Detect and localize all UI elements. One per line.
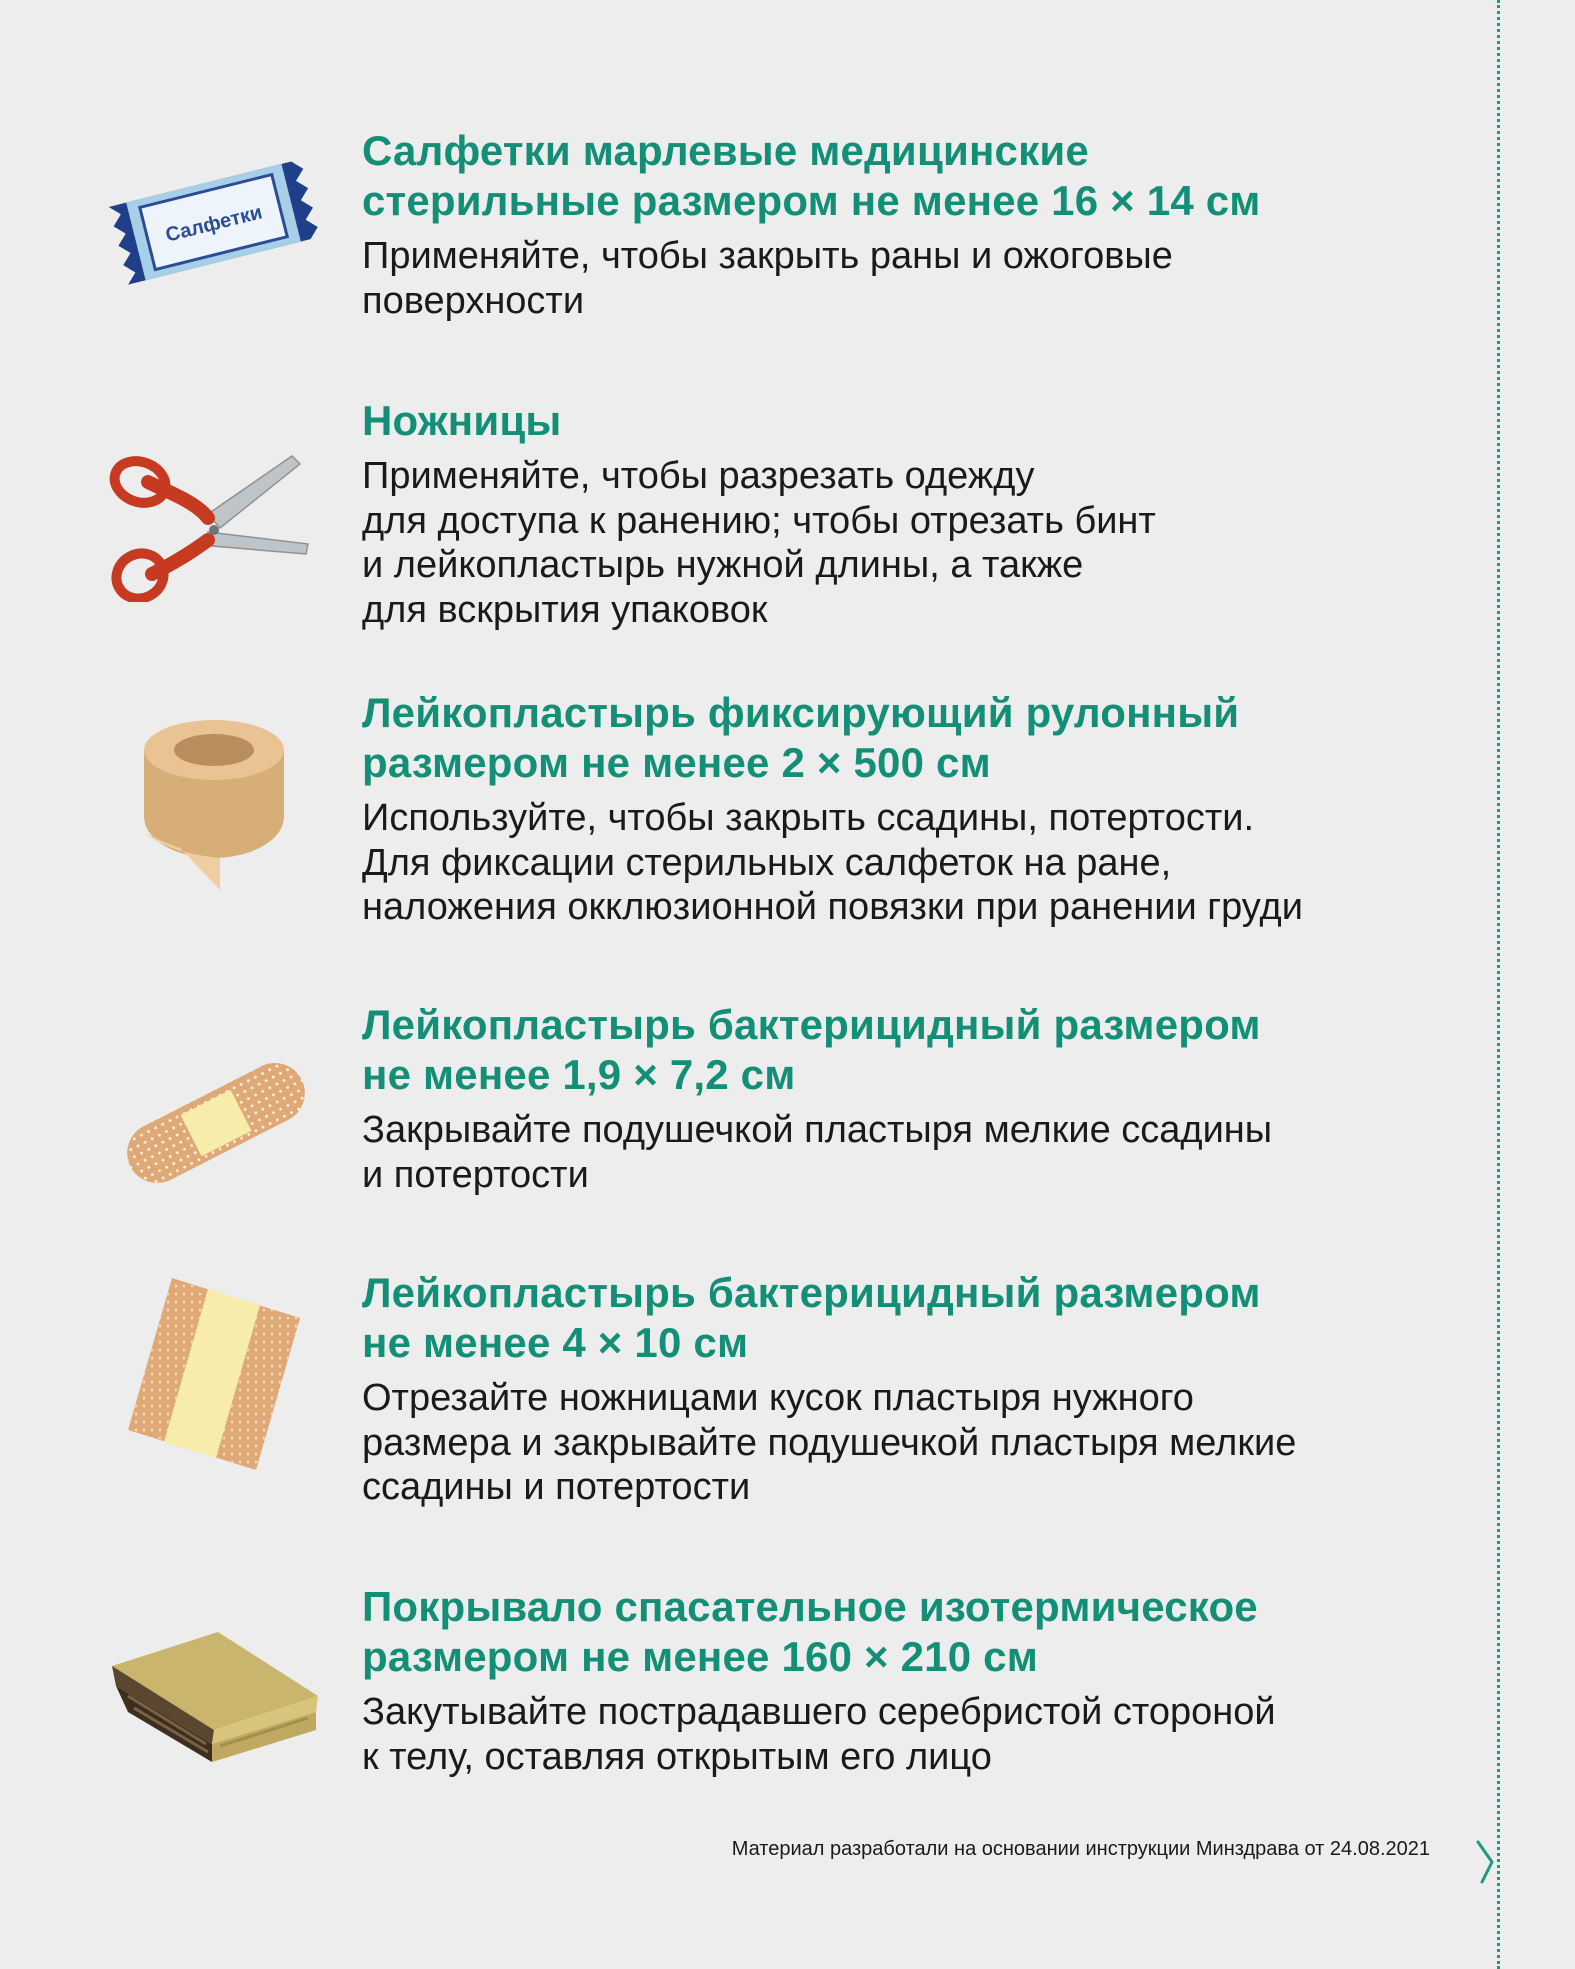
title-line: Лейкопластырь бактерицидный размером [362,1001,1261,1048]
desc-line: поверхности [362,279,585,322]
title-line: стерильные размером не менее 16 × 14 см [362,177,1261,224]
item-bandage-patch [362,1268,1442,1510]
desc-line: Для фиксации стерильных салфеток на ране, [362,841,1172,884]
desc-line: Применяйте, чтобы закрыть раны и ожоговые [362,235,1173,277]
desc-line: Закутывайте пострадавшего серебристой стороной [362,1691,1276,1733]
tape-roll-icon [140,718,290,893]
desc-line: и лейкопластырь нужной длины, а также [362,544,1084,586]
item-gauze-wipes [362,126,1442,323]
item-scissors [362,396,1442,632]
title-line: Салфетки марлевые медицинские [362,127,1089,174]
desc-line: для вскрытия упаковок [362,588,768,631]
item-description [362,234,1442,323]
desc-line: наложения окклюзионной повязки при ранении груди [362,886,1303,928]
source-footnote: Материал разработали на основании инструкции Минздрава от 24.08.2021 [731,1838,1430,1860]
title-line: не менее 4 × 10 см [362,1319,749,1366]
item-tape-roll [362,688,1442,930]
item-title [362,1268,1442,1368]
item-description [362,1376,1442,1510]
title-line: размером не менее 160 × 210 см [362,1633,1038,1680]
title-line: Покрывало спасательное изотермическое [362,1583,1258,1630]
desc-line: для доступа к ранению; чтобы отрезать бинт [362,499,1156,542]
item-bandage-strip [362,1000,1442,1197]
gauze-wipes-label: Салфетки [163,201,265,247]
item-description [362,454,1442,632]
title-line: Ножницы [362,397,562,444]
fold-mark-icon [1472,1838,1500,1884]
desc-line: ссадины и потертости [362,1466,751,1508]
item-description [362,796,1442,930]
bandage-strip-icon [116,1048,316,1198]
dotted-divider [1497,0,1500,1969]
bandage-patch-icon [124,1274,304,1474]
item-title [362,126,1442,226]
title-line: не менее 1,9 × 7,2 см [362,1051,796,1098]
desc-line: размера и закрывайте подушечкой пластыря мелкие [362,1421,1297,1464]
gauze-wipes-icon [104,144,324,304]
desc-line: Закрывайте подушечкой пластыря мелкие ссадины [362,1109,1273,1151]
item-description [362,1108,1442,1197]
desc-line: к телу, оставляя открытым его лицо [362,1735,992,1778]
desc-line: Применяйте, чтобы разрезать одежду [362,455,1035,497]
title-line: Лейкопластырь бактерицидный размером [362,1269,1261,1316]
desc-line: и потертости [362,1153,589,1196]
item-title [362,396,1442,446]
item-rescue-blanket [362,1582,1442,1779]
desc-line: Отрезайте ножницами кусок пластыря нужного [362,1377,1194,1419]
item-title [362,1582,1442,1682]
item-title [362,688,1442,788]
title-line: размером не менее 2 × 500 см [362,739,991,786]
desc-line: Используйте, чтобы закрыть ссадины, потертости. [362,797,1255,839]
item-title [362,1000,1442,1100]
scissors-icon [108,452,318,602]
item-description [362,1690,1442,1779]
title-line: Лейкопластырь фиксирующий рулонный [362,689,1240,736]
rescue-blanket-icon [108,1626,322,1776]
